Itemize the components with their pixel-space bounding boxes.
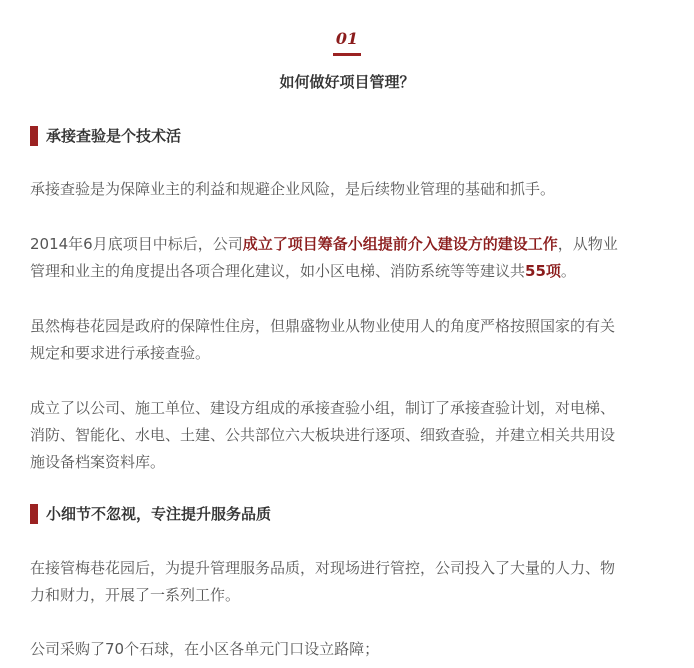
text-span: 管理和业主的角度提出各项合理化建议，如小区电梯、消防系统等等建议共: [30, 262, 526, 280]
text-span: 。: [560, 262, 576, 280]
text-span: 2014年6月底项目中标后，公司: [30, 235, 243, 253]
paragraph-line: 消防、智能化、水电、土建、公共部位六大板块进行逐项、细致查验，并建立相关共用设: [30, 426, 616, 444]
highlight-text: 55项: [525, 262, 561, 280]
paragraph-1: [30, 176, 670, 203]
section-number: 01: [335, 29, 359, 48]
paragraph-line: [30, 231, 670, 258]
section-title: 如何做好项目管理？: [279, 73, 415, 91]
paragraph-line: 承接查验是为保障业主的利益和规避企业风险，是后续物业管理的基础和抓手。: [30, 180, 556, 198]
paragraph-line: 在接管梅巷花园后，为提升管理服务品质，对现场进行管控，公司投入了大量的人力、物: [30, 559, 616, 577]
paragraph-line: 虽然梅巷花园是政府的保障性住房，但鼎盛物业从物业使用人的角度严格按照国家的有关: [30, 317, 616, 335]
highlight-text: 成立了项目筹备小组提前介入建设方的建设工作: [242, 235, 558, 253]
subheading-text: 承接查验是个技术活: [46, 127, 182, 145]
section-number-underline: [333, 53, 361, 56]
paragraph-2: [30, 231, 670, 285]
subheading-text: 小细节不忽视，专注提升服务品质: [46, 505, 272, 523]
paragraph-line: 施设备档案资料库。: [30, 453, 166, 471]
paragraph-line: 公司采购了70个石球，在小区各单元门口设立路障；: [30, 640, 380, 658]
paragraph-line: 力和财力，开展了一系列工作。: [30, 586, 241, 604]
paragraph-5: [30, 555, 670, 609]
paragraph-6: [30, 636, 670, 663]
subheading-bar: [30, 504, 38, 524]
subheading-bar: [30, 126, 38, 146]
paragraph-line: [30, 258, 670, 285]
paragraph-3: [30, 313, 670, 367]
paragraph-line: 规定和要求进行承接查验。: [30, 344, 211, 362]
text-span: ，从物业: [557, 235, 618, 253]
subheading-acceptance: [30, 125, 181, 147]
paragraph-4: [30, 395, 670, 476]
subheading-details: [30, 503, 271, 525]
paragraph-line: 成立了以公司、施工单位、建设方组成的承接查验小组，制订了承接查验计划，对电梯、: [30, 399, 616, 417]
